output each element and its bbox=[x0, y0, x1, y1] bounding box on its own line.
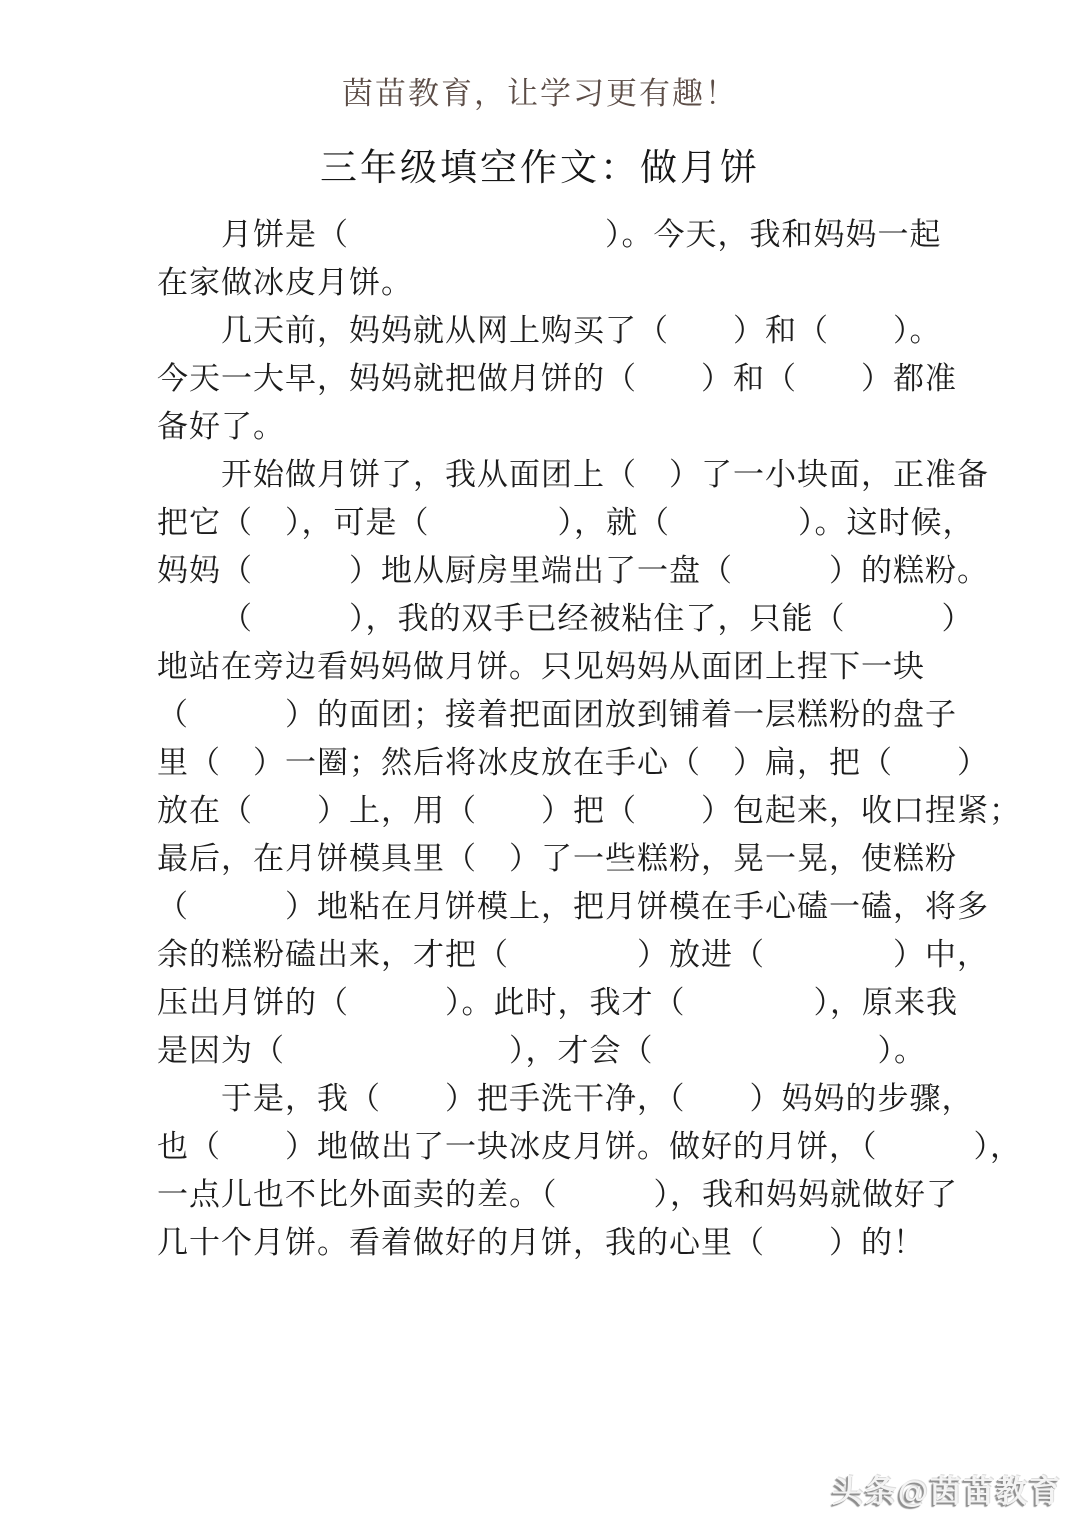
watermark-toutiao-yinmiao: 头条@茵苗教育 bbox=[831, 1474, 1062, 1509]
text-line: 几天前，妈妈就从网上购买了（ ）和（ ）。 bbox=[221, 313, 942, 348]
text-line: 压出月饼的（ ）。此时，我才（ ），原来我 bbox=[157, 985, 958, 1020]
text-line: 今天一大早，妈妈就把做月饼的（ ）和（ ）都准 bbox=[157, 361, 957, 396]
text-line: 一点儿也不比外面卖的差。（ ），我和妈妈就做好了 bbox=[157, 1177, 958, 1212]
text-line: 在家做冰皮月饼。 bbox=[157, 265, 413, 300]
essay-body bbox=[157, 211, 1022, 1267]
text-line: 备好了。 bbox=[157, 409, 285, 444]
text-line: （ ）的面团；接着把面团放到铺着一层糕粉的盘子 bbox=[157, 697, 957, 732]
text-line: 余的糕粉磕出来，才把（ ）放进（ ）中， bbox=[157, 937, 989, 972]
text-line: 里（ ）一圈；然后将冰皮放在手心（ ）扁，把（ ） bbox=[157, 745, 989, 780]
text-line: 妈妈（ ）地从厨房里端出了一盘（ ）的糕粉。 bbox=[157, 553, 989, 588]
text-line: 最后，在月饼模具里（ ）了一些糕粉，晃一晃，使糕粉 bbox=[157, 841, 957, 876]
text-line: 月饼是（ ）。今天，我和妈妈一起 bbox=[221, 217, 942, 252]
text-line: （ ），我的双手已经被粘住了，只能（ ） bbox=[221, 601, 974, 636]
text-line: 几十个月饼。看着做好的月饼，我的心里（ ）的！ bbox=[157, 1225, 925, 1260]
text-line: 于是，我（ ）把手洗干净，（ ）妈妈的步骤， bbox=[221, 1081, 974, 1116]
text-line: 开始做月饼了，我从面团上（ ）了一小块面，正准备 bbox=[221, 457, 989, 492]
brand-slogan: 茵苗教育，让学习更有趣！ bbox=[342, 76, 738, 111]
text-line: 地站在旁边看妈妈做月饼。只见妈妈从面团上捏下一块 bbox=[157, 649, 925, 684]
page-title: 三年级填空作文：做月饼 bbox=[320, 148, 760, 189]
text-line: 把它（ ），可是（ ），就（ ）。这时候， bbox=[157, 505, 975, 540]
text-line: （ ）地粘在月饼模上，把月饼模在手心磕一磕，将多 bbox=[157, 889, 989, 924]
text-line: 放在（ ）上，用（ ）把（ ）包起来，收口捏紧； bbox=[157, 793, 1021, 828]
text-line: 也（ ）地做出了一块冰皮月饼。做好的月饼，（ ）， bbox=[157, 1129, 1022, 1164]
text-line: 是因为（ ），才会（ ）。 bbox=[157, 1033, 926, 1068]
